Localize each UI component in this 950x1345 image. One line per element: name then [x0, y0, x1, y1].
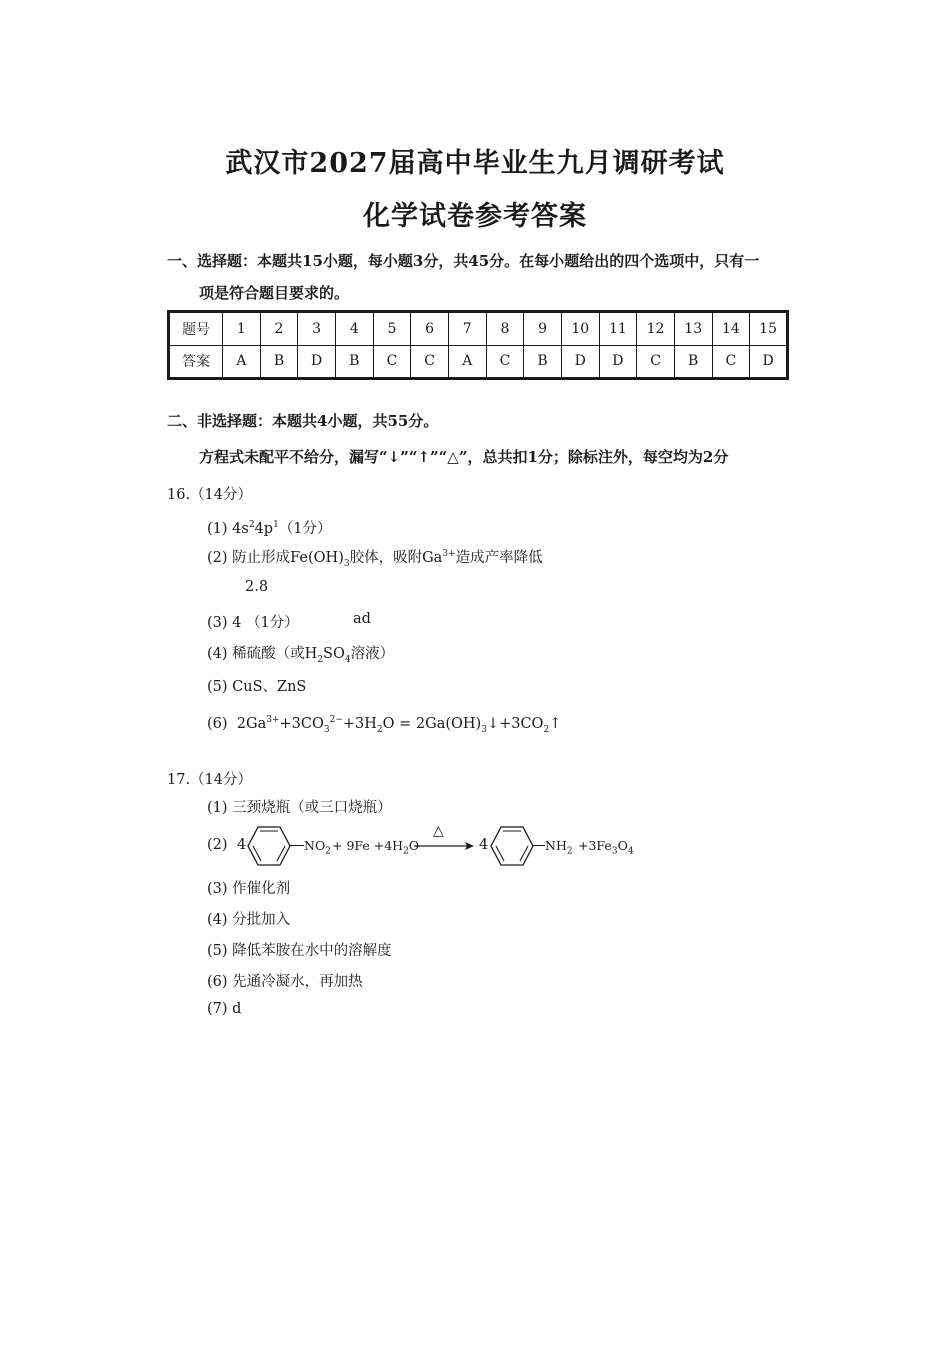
table-header-numbers: 题号	[169, 312, 223, 346]
q17-part1: (1) 三颈烧瓶（或三口烧瓶）	[207, 800, 392, 816]
table-cell: D	[298, 345, 336, 379]
table-cell: C	[712, 345, 750, 379]
table-cell: 14	[712, 312, 750, 346]
q16-part4: (4) 稀硫酸（或$H_2SO_4$溶液）	[207, 646, 395, 665]
table-cell: 12	[637, 312, 675, 346]
table-cell: D	[750, 345, 788, 379]
part-number: (2)	[207, 550, 228, 566]
q17-part5: (5) 降低苯胺在水中的溶解度	[207, 943, 392, 959]
part-number: (5)	[207, 943, 228, 959]
table-cell: D	[561, 345, 599, 379]
table-cell: 3	[298, 312, 336, 346]
section1-line1: 一、选择题：本题共15小题，每小题3分，共45分。在每小题给出的四个选项中，只有一	[167, 252, 760, 270]
table-cell: 2	[260, 312, 298, 346]
table-header-answers: 答案	[169, 345, 223, 379]
section1-line2: 项是符合题目要求的。	[199, 284, 350, 302]
table-cell: 15	[750, 312, 788, 346]
q16-part3-answer2: ad	[353, 611, 371, 627]
table-row-answers	[169, 345, 788, 379]
table-cell: 7	[448, 312, 486, 346]
part-number: (4)	[207, 646, 228, 662]
q17-heading: 17.（14分）	[167, 772, 253, 788]
part-number: (1)	[207, 521, 228, 537]
table-cell: 6	[411, 312, 449, 346]
q16-part2: (2) 防止形成$Fe(OH)_3$胶体，吸附$Ga^{3+}$造成产率降低	[207, 549, 543, 569]
table-cell: C	[637, 345, 675, 379]
part-number: (2)	[207, 837, 228, 853]
section2-title: 二、非选择题：本题共4小题，共55分。	[167, 412, 439, 430]
table-cell: C	[373, 345, 411, 379]
q16-part1: (1) $4s^24p^1(1$分）	[207, 520, 332, 537]
reaction-middle: + $9Fe +4H_2O$	[332, 838, 420, 857]
table-cell: 1	[223, 312, 261, 346]
table-cell: C	[486, 345, 524, 379]
table-cell: A	[448, 345, 486, 379]
q16-part6-equation: (6) $2Ga^{3+}+3CO_3^{2-}+3H_2O$ = $2Ga(OH)_3↓+3CO_2↑$	[207, 715, 562, 735]
part-number: (1)	[207, 800, 228, 816]
heat-condition: △	[433, 823, 444, 839]
table-cell: 10	[561, 312, 599, 346]
q16-part3: (3) 4 （1分）	[207, 615, 299, 631]
table-cell: 13	[674, 312, 712, 346]
nitro-group: $NO_2$	[304, 838, 331, 857]
table-cell: 9	[524, 312, 562, 346]
q16-part2-line2: 2.8	[245, 579, 269, 595]
benzene-ring-icon	[490, 824, 534, 868]
reactant-coefficient: 4	[237, 837, 247, 853]
table-cell: 5	[373, 312, 411, 346]
table-cell: C	[411, 345, 449, 379]
page-title: 武汉市2027届高中毕业生九月调研考试	[225, 148, 725, 179]
q16-part5: (5) CuS、ZnS	[207, 679, 307, 695]
answer-table	[167, 310, 789, 380]
part-number: (4)	[207, 912, 228, 928]
q17-part6: (6) 先通冷凝水，再加热	[207, 974, 363, 990]
table-cell: 11	[599, 312, 637, 346]
product-coefficient: 4	[479, 837, 489, 853]
part-number: (6)	[207, 974, 228, 990]
table-cell: 8	[486, 312, 524, 346]
table-cell: D	[599, 345, 637, 379]
table-cell: B	[674, 345, 712, 379]
q17-part7: (7) d	[207, 1001, 242, 1017]
part-number: (3)	[207, 881, 228, 897]
part-number: (5)	[207, 679, 228, 695]
q16-heading: 16.（14分）	[167, 487, 253, 503]
benzene-ring-icon	[247, 824, 291, 868]
q17-part4: (4) 分批加入	[207, 912, 291, 928]
page-subtitle: 化学试卷参考答案	[363, 201, 587, 232]
table-cell: A	[223, 345, 261, 379]
section2-note: 方程式未配平不给分，漏写“↓”“↑”“△”，总共扣1分；除标注外，每空均为2分	[199, 448, 729, 466]
part-number: (7)	[207, 1001, 228, 1017]
table-row-numbers	[169, 312, 788, 346]
table-cell: 4	[335, 312, 373, 346]
bond-line	[533, 845, 545, 846]
table-cell: B	[260, 345, 298, 379]
amino-group: $NH_2$	[545, 838, 573, 857]
reaction-arrow-icon	[413, 840, 475, 852]
q17-part3: (3) 作催化剂	[207, 881, 291, 897]
part-number: (6)	[207, 716, 228, 732]
bond-line	[290, 845, 304, 846]
table-cell: B	[335, 345, 373, 379]
table-cell: B	[524, 345, 562, 379]
reaction-tail: $+3Fe_3O_4$	[578, 838, 634, 857]
part-number: (3)	[207, 615, 228, 631]
